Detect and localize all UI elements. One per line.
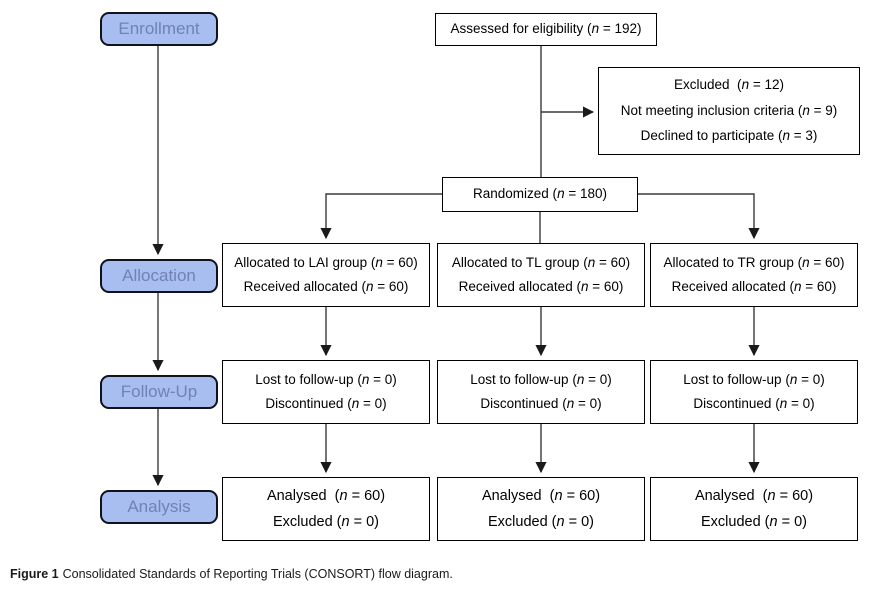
- stage-label-text: Analysis: [127, 497, 191, 516]
- box-line: Excluded (n = 0): [272, 513, 379, 530]
- box-line: Received allocated (n = 60): [458, 278, 624, 294]
- stage-label-enrollment: [100, 12, 218, 46]
- figure-caption-label: Figure 1: [10, 567, 59, 581]
- box-followup-tl: [437, 360, 645, 424]
- box-line: Allocated to LAI group (n = 60): [234, 254, 418, 270]
- box-line: Excluded (n = 12): [674, 76, 784, 92]
- box-line: Discontinued (n = 0): [265, 395, 387, 411]
- box-line: Discontinued (n = 0): [693, 395, 815, 411]
- stage-label-allocation: [100, 259, 218, 293]
- box-line: Excluded (n = 0): [700, 513, 807, 530]
- stage-label-followup: [100, 375, 218, 409]
- box-line: Not meeting inclusion criteria (n = 9): [620, 102, 838, 118]
- box-line: Analysed (n = 60): [481, 488, 601, 505]
- figure-caption-text: Consolidated Standards of Reporting Trials (CONSORT) flow diagram.: [62, 567, 453, 581]
- box-allocated-tr: [650, 243, 858, 307]
- stage-label-text: Enrollment: [118, 19, 200, 38]
- box-analysis-tl: [437, 477, 645, 541]
- box-analysis-tr: [650, 477, 858, 541]
- box-line: Discontinued (n = 0): [480, 395, 602, 411]
- stage-label-analysis: [100, 490, 218, 524]
- box-followup-lai: [222, 360, 430, 424]
- box-line: Lost to follow-up (n = 0): [255, 371, 397, 387]
- box-line: Declined to participate (n = 3): [640, 128, 818, 144]
- box-line: Received allocated (n = 60): [243, 278, 409, 294]
- box-line: Analysed (n = 60): [266, 488, 386, 505]
- box-line: Randomized (n = 180): [473, 186, 607, 202]
- box-line: Received allocated (n = 60): [671, 278, 837, 294]
- figure-caption: [10, 567, 453, 581]
- box-line: Analysed (n = 60): [694, 488, 814, 505]
- stage-label-text: Allocation: [122, 266, 196, 285]
- box-followup-tr: [650, 360, 858, 424]
- box-line: Allocated to TR group (n = 60): [663, 254, 845, 270]
- box-allocated-tl: [437, 243, 645, 307]
- box-allocated-lai: [222, 243, 430, 307]
- stage-label-text: Follow-Up: [120, 382, 198, 401]
- box-analysis-lai: [222, 477, 430, 541]
- box-line: Allocated to TL group (n = 60): [451, 254, 631, 270]
- box-excluded: [598, 67, 860, 155]
- box-line: Excluded (n = 0): [487, 513, 594, 530]
- box-randomized: [442, 177, 638, 212]
- box-line: Lost to follow-up (n = 0): [470, 371, 612, 387]
- box-line: Lost to follow-up (n = 0): [683, 371, 825, 387]
- box-assessed: [435, 13, 657, 46]
- box-line: Assessed for eligibility (n = 192): [450, 21, 642, 37]
